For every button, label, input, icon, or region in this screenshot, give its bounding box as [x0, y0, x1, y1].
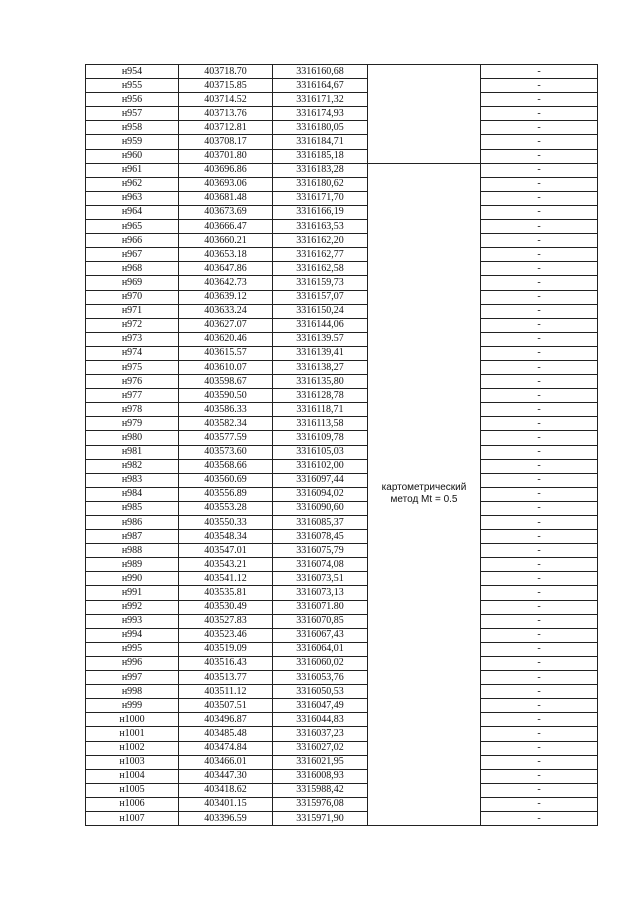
y-coordinate-cell: 3316118,71 [273, 403, 368, 417]
x-coordinate-cell: 403653.18 [179, 248, 273, 262]
x-coordinate-cell: 403666.47 [179, 220, 273, 234]
table-row [86, 191, 598, 205]
x-coordinate-cell: 403511.12 [179, 685, 273, 699]
table-row [86, 205, 598, 219]
error-cell: - [481, 811, 598, 825]
table-row [86, 530, 598, 544]
y-coordinate-cell: 3316075,79 [273, 544, 368, 558]
point-name-cell: н982 [86, 459, 179, 473]
point-name-cell: н989 [86, 558, 179, 572]
table-row [86, 375, 598, 389]
error-cell: - [481, 656, 598, 670]
table-row [86, 276, 598, 290]
table-row [86, 431, 598, 445]
point-name-cell: н994 [86, 628, 179, 642]
x-coordinate-cell: 403530.49 [179, 600, 273, 614]
coordinates-table-body [86, 65, 598, 826]
y-coordinate-cell: 3316050,53 [273, 685, 368, 699]
error-cell: - [481, 642, 598, 656]
error-cell: - [481, 389, 598, 403]
y-coordinate-cell: 3316162,58 [273, 262, 368, 276]
table-row [86, 628, 598, 642]
table-row [86, 642, 598, 656]
x-coordinate-cell: 403485.48 [179, 727, 273, 741]
error-cell: - [481, 544, 598, 558]
point-name-cell: н998 [86, 685, 179, 699]
x-coordinate-cell: 403693.06 [179, 177, 273, 191]
x-coordinate-cell: 403568.66 [179, 459, 273, 473]
error-cell: - [481, 586, 598, 600]
y-coordinate-cell: 3316162,77 [273, 248, 368, 262]
error-cell: - [481, 318, 598, 332]
point-name-cell: н965 [86, 220, 179, 234]
method-line-2: метод Mt = 0.5 [390, 494, 458, 506]
table-row [86, 177, 598, 191]
y-coordinate-cell: 3316171,32 [273, 93, 368, 107]
x-coordinate-cell: 403396.59 [179, 811, 273, 825]
y-coordinate-cell: 3316185,18 [273, 149, 368, 163]
y-coordinate-cell: 3316139.57 [273, 332, 368, 346]
table-row [86, 79, 598, 93]
y-coordinate-cell: 3316037,23 [273, 727, 368, 741]
y-coordinate-cell: 3316074,08 [273, 558, 368, 572]
y-coordinate-cell: 3316064,01 [273, 642, 368, 656]
error-cell: - [481, 487, 598, 501]
table-row [86, 614, 598, 628]
table-row [86, 135, 598, 149]
table-row [86, 389, 598, 403]
point-name-cell: н986 [86, 516, 179, 530]
point-name-cell: н975 [86, 360, 179, 374]
error-cell: - [481, 417, 598, 431]
point-name-cell: н1000 [86, 713, 179, 727]
x-coordinate-cell: 403547.01 [179, 544, 273, 558]
table-row [86, 163, 598, 177]
table-row [86, 346, 598, 360]
x-coordinate-cell: 403513.77 [179, 671, 273, 685]
y-coordinate-cell: 3316053,76 [273, 671, 368, 685]
method-line-1: картометрический [381, 482, 467, 494]
x-coordinate-cell: 403560.69 [179, 473, 273, 487]
point-name-cell: н966 [86, 234, 179, 248]
error-cell: - [481, 290, 598, 304]
x-coordinate-cell: 403642.73 [179, 276, 273, 290]
table-row [86, 473, 598, 487]
error-cell: - [481, 501, 598, 515]
y-coordinate-cell: 3316174,93 [273, 107, 368, 121]
error-cell: - [481, 107, 598, 121]
y-coordinate-cell: 3316060,02 [273, 656, 368, 670]
error-cell: - [481, 769, 598, 783]
x-coordinate-cell: 403712.81 [179, 121, 273, 135]
point-name-cell: н1001 [86, 727, 179, 741]
y-coordinate-cell: 3316109,78 [273, 431, 368, 445]
error-cell: - [481, 783, 598, 797]
table-row [86, 248, 598, 262]
point-name-cell: н974 [86, 346, 179, 360]
point-name-cell: н993 [86, 614, 179, 628]
table-row [86, 727, 598, 741]
error-cell: - [481, 234, 598, 248]
error-cell: - [481, 220, 598, 234]
x-coordinate-cell: 403556.89 [179, 487, 273, 501]
point-name-cell: н955 [86, 79, 179, 93]
method-cell [368, 163, 481, 825]
x-coordinate-cell: 403660.21 [179, 234, 273, 248]
y-coordinate-cell: 3316071.80 [273, 600, 368, 614]
table-row [86, 234, 598, 248]
y-coordinate-cell: 3316073,13 [273, 586, 368, 600]
point-name-cell: н980 [86, 431, 179, 445]
x-coordinate-cell: 403639.12 [179, 290, 273, 304]
point-name-cell: н997 [86, 671, 179, 685]
table-row [86, 685, 598, 699]
x-coordinate-cell: 403401.15 [179, 797, 273, 811]
y-coordinate-cell: 3316008,93 [273, 769, 368, 783]
error-cell: - [481, 163, 598, 177]
error-cell: - [481, 79, 598, 93]
point-name-cell: н964 [86, 205, 179, 219]
point-name-cell: н963 [86, 191, 179, 205]
error-cell: - [481, 459, 598, 473]
coordinates-table [85, 64, 598, 826]
table-row [86, 65, 598, 79]
error-cell: - [481, 727, 598, 741]
point-name-cell: н992 [86, 600, 179, 614]
error-cell: - [481, 445, 598, 459]
x-coordinate-cell: 403527.83 [179, 614, 273, 628]
point-name-cell: н995 [86, 642, 179, 656]
y-coordinate-cell: 3316166,19 [273, 205, 368, 219]
y-coordinate-cell: 3316150,24 [273, 304, 368, 318]
error-cell: - [481, 304, 598, 318]
y-coordinate-cell: 3316171,70 [273, 191, 368, 205]
y-coordinate-cell: 3316113,58 [273, 417, 368, 431]
y-coordinate-cell: 3316159,73 [273, 276, 368, 290]
x-coordinate-cell: 403696.86 [179, 163, 273, 177]
point-name-cell: н970 [86, 290, 179, 304]
point-name-cell: н961 [86, 163, 179, 177]
table-row [86, 572, 598, 586]
point-name-cell: н996 [86, 656, 179, 670]
point-name-cell: н973 [86, 332, 179, 346]
y-coordinate-cell: 3316163,53 [273, 220, 368, 234]
point-name-cell: н991 [86, 586, 179, 600]
x-coordinate-cell: 403516.43 [179, 656, 273, 670]
x-coordinate-cell: 403590.50 [179, 389, 273, 403]
x-coordinate-cell: 403573.60 [179, 445, 273, 459]
error-cell: - [481, 614, 598, 628]
error-cell: - [481, 713, 598, 727]
table-row [86, 783, 598, 797]
x-coordinate-cell: 403418.62 [179, 783, 273, 797]
table-row [86, 600, 598, 614]
table-row [86, 445, 598, 459]
x-coordinate-cell: 403715.85 [179, 79, 273, 93]
y-coordinate-cell: 3315988,42 [273, 783, 368, 797]
error-cell: - [481, 516, 598, 530]
y-coordinate-cell: 3316021,95 [273, 755, 368, 769]
y-coordinate-cell: 3316164,67 [273, 79, 368, 93]
x-coordinate-cell: 403541.12 [179, 572, 273, 586]
x-coordinate-cell: 403647.86 [179, 262, 273, 276]
method-cell-upper [368, 65, 481, 164]
point-name-cell: н971 [86, 304, 179, 318]
table-row [86, 811, 598, 825]
point-name-cell: н958 [86, 121, 179, 135]
error-cell: - [481, 558, 598, 572]
error-cell: - [481, 685, 598, 699]
y-coordinate-cell: 3316073,51 [273, 572, 368, 586]
x-coordinate-cell: 403620.46 [179, 332, 273, 346]
y-coordinate-cell: 3316090,60 [273, 501, 368, 515]
table-row [86, 544, 598, 558]
point-name-cell: н988 [86, 544, 179, 558]
x-coordinate-cell: 403610.07 [179, 360, 273, 374]
error-cell: - [481, 248, 598, 262]
x-coordinate-cell: 403519.09 [179, 642, 273, 656]
error-cell: - [481, 375, 598, 389]
error-cell: - [481, 797, 598, 811]
table-row [86, 671, 598, 685]
point-name-cell: н977 [86, 389, 179, 403]
table-row [86, 417, 598, 431]
point-name-cell: н957 [86, 107, 179, 121]
table-row [86, 741, 598, 755]
table-row [86, 769, 598, 783]
x-coordinate-cell: 403466.01 [179, 755, 273, 769]
y-coordinate-cell: 3316044,83 [273, 713, 368, 727]
point-name-cell: н1006 [86, 797, 179, 811]
table-row [86, 304, 598, 318]
x-coordinate-cell: 403708.17 [179, 135, 273, 149]
table-row [86, 713, 598, 727]
y-coordinate-cell: 3316097,44 [273, 473, 368, 487]
y-coordinate-cell: 3315976,08 [273, 797, 368, 811]
table-row [86, 290, 598, 304]
point-name-cell: н1004 [86, 769, 179, 783]
x-coordinate-cell: 403474.84 [179, 741, 273, 755]
x-coordinate-cell: 403701.80 [179, 149, 273, 163]
point-name-cell: н967 [86, 248, 179, 262]
error-cell: - [481, 65, 598, 79]
error-cell: - [481, 572, 598, 586]
error-cell: - [481, 360, 598, 374]
point-name-cell: н960 [86, 149, 179, 163]
table-row [86, 360, 598, 374]
point-name-cell: н968 [86, 262, 179, 276]
table-row [86, 318, 598, 332]
table-row [86, 262, 598, 276]
table-row [86, 149, 598, 163]
table-row [86, 755, 598, 769]
y-coordinate-cell: 3316070,85 [273, 614, 368, 628]
error-cell: - [481, 262, 598, 276]
point-name-cell: н969 [86, 276, 179, 290]
x-coordinate-cell: 403714.52 [179, 93, 273, 107]
x-coordinate-cell: 403586.33 [179, 403, 273, 417]
y-coordinate-cell: 3316078,45 [273, 530, 368, 544]
point-name-cell: н983 [86, 473, 179, 487]
table-row [86, 516, 598, 530]
point-name-cell: н1003 [86, 755, 179, 769]
x-coordinate-cell: 403681.48 [179, 191, 273, 205]
x-coordinate-cell: 403535.81 [179, 586, 273, 600]
error-cell: - [481, 741, 598, 755]
x-coordinate-cell: 403523.46 [179, 628, 273, 642]
table-row [86, 487, 598, 501]
x-coordinate-cell: 403550.33 [179, 516, 273, 530]
error-cell: - [481, 755, 598, 769]
y-coordinate-cell: 3316144,06 [273, 318, 368, 332]
error-cell: - [481, 699, 598, 713]
point-name-cell: н1005 [86, 783, 179, 797]
table-row [86, 403, 598, 417]
error-cell: - [481, 403, 598, 417]
y-coordinate-cell: 3316139,41 [273, 346, 368, 360]
error-cell: - [481, 205, 598, 219]
error-cell: - [481, 191, 598, 205]
point-name-cell: н990 [86, 572, 179, 586]
x-coordinate-cell: 403543.21 [179, 558, 273, 572]
point-name-cell: н1007 [86, 811, 179, 825]
error-cell: - [481, 276, 598, 290]
error-cell: - [481, 149, 598, 163]
table-row [86, 797, 598, 811]
x-coordinate-cell: 403553.28 [179, 501, 273, 515]
point-name-cell: н956 [86, 93, 179, 107]
point-name-cell: н962 [86, 177, 179, 191]
y-coordinate-cell: 3316105,03 [273, 445, 368, 459]
x-coordinate-cell: 403447.30 [179, 769, 273, 783]
table-row [86, 501, 598, 515]
x-coordinate-cell: 403577.59 [179, 431, 273, 445]
error-cell: - [481, 671, 598, 685]
point-name-cell: н954 [86, 65, 179, 79]
table-row [86, 586, 598, 600]
error-cell: - [481, 332, 598, 346]
table-row [86, 459, 598, 473]
x-coordinate-cell: 403713.76 [179, 107, 273, 121]
y-coordinate-cell: 3316102,00 [273, 459, 368, 473]
x-coordinate-cell: 403496.87 [179, 713, 273, 727]
point-name-cell: н959 [86, 135, 179, 149]
error-cell: - [481, 177, 598, 191]
y-coordinate-cell: 3315971,90 [273, 811, 368, 825]
error-cell: - [481, 600, 598, 614]
y-coordinate-cell: 3316162,20 [273, 234, 368, 248]
x-coordinate-cell: 403615.57 [179, 346, 273, 360]
error-cell: - [481, 473, 598, 487]
y-coordinate-cell: 3316180,05 [273, 121, 368, 135]
x-coordinate-cell: 403507.51 [179, 699, 273, 713]
table-row [86, 699, 598, 713]
error-cell: - [481, 93, 598, 107]
y-coordinate-cell: 3316183,28 [273, 163, 368, 177]
error-cell: - [481, 346, 598, 360]
table-row [86, 656, 598, 670]
y-coordinate-cell: 3316138,27 [273, 360, 368, 374]
error-cell: - [481, 628, 598, 642]
x-coordinate-cell: 403598.67 [179, 375, 273, 389]
table-row [86, 93, 598, 107]
error-cell: - [481, 121, 598, 135]
point-name-cell: н972 [86, 318, 179, 332]
table-row [86, 558, 598, 572]
point-name-cell: н999 [86, 699, 179, 713]
error-cell: - [481, 530, 598, 544]
x-coordinate-cell: 403718.70 [179, 65, 273, 79]
y-coordinate-cell: 3316160,68 [273, 65, 368, 79]
x-coordinate-cell: 403627.07 [179, 318, 273, 332]
point-name-cell: н985 [86, 501, 179, 515]
point-name-cell: н978 [86, 403, 179, 417]
x-coordinate-cell: 403633.24 [179, 304, 273, 318]
y-coordinate-cell: 3316027,02 [273, 741, 368, 755]
point-name-cell: н987 [86, 530, 179, 544]
point-name-cell: н1002 [86, 741, 179, 755]
table-row [86, 107, 598, 121]
point-name-cell: н984 [86, 487, 179, 501]
x-coordinate-cell: 403673.69 [179, 205, 273, 219]
x-coordinate-cell: 403548.34 [179, 530, 273, 544]
table-row [86, 121, 598, 135]
y-coordinate-cell: 3316184,71 [273, 135, 368, 149]
y-coordinate-cell: 3316094,02 [273, 487, 368, 501]
error-cell: - [481, 431, 598, 445]
x-coordinate-cell: 403582.34 [179, 417, 273, 431]
y-coordinate-cell: 3316135,80 [273, 375, 368, 389]
table-row [86, 220, 598, 234]
y-coordinate-cell: 3316180,62 [273, 177, 368, 191]
error-cell: - [481, 135, 598, 149]
y-coordinate-cell: 3316128,78 [273, 389, 368, 403]
point-name-cell: н981 [86, 445, 179, 459]
table-row [86, 332, 598, 346]
y-coordinate-cell: 3316085,37 [273, 516, 368, 530]
y-coordinate-cell: 3316067,43 [273, 628, 368, 642]
point-name-cell: н976 [86, 375, 179, 389]
point-name-cell: н979 [86, 417, 179, 431]
y-coordinate-cell: 3316157,07 [273, 290, 368, 304]
y-coordinate-cell: 3316047,49 [273, 699, 368, 713]
